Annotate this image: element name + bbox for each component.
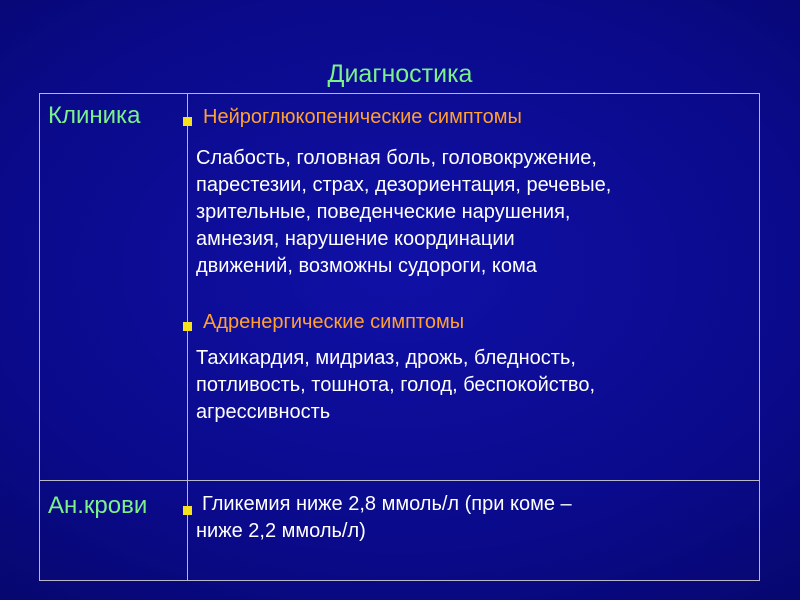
- text-line: Слабость, головная боль, головокружение,: [196, 147, 597, 169]
- text-line: парестезии, страх, дезориентация, речевые,: [196, 174, 612, 196]
- bullet-icon: [183, 117, 192, 126]
- text-line: движений, возможны судороги, кома: [196, 255, 537, 277]
- section-heading-adrenergic: Адренергические симптомы: [203, 311, 465, 333]
- slide-title: Диагностика: [327, 60, 473, 88]
- text-line: Гликемия ниже 2,8 ммоль/л (при коме –: [202, 493, 572, 515]
- bullet-icon: [183, 506, 192, 515]
- text-line: потливость, тошнота, голод, беспокойство,: [196, 374, 596, 396]
- text-line: амнезия, нарушение координации: [196, 228, 515, 250]
- row-label-clinic: Клиника: [48, 102, 141, 129]
- section-heading-neuroglycopenic: Нейроглюкопенические симптомы: [203, 106, 522, 128]
- row-label-blood-test: Ан.крови: [48, 492, 148, 519]
- diagnosis-table: [39, 93, 760, 581]
- section-text-neuroglycopenic: [196, 145, 611, 280]
- section-text-adrenergic: [196, 345, 595, 426]
- row-divider: [40, 480, 759, 481]
- text-line: зрительные, поведенческие нарушения,: [196, 201, 571, 223]
- text-line: ниже 2,2 ммоль/л): [196, 520, 366, 542]
- text-line: Тахикардия, мидриаз, дрожь, бледность,: [196, 347, 576, 369]
- text-line: агрессивность: [196, 401, 331, 423]
- blood-test-text: [196, 491, 572, 545]
- bullet-icon: [183, 322, 192, 331]
